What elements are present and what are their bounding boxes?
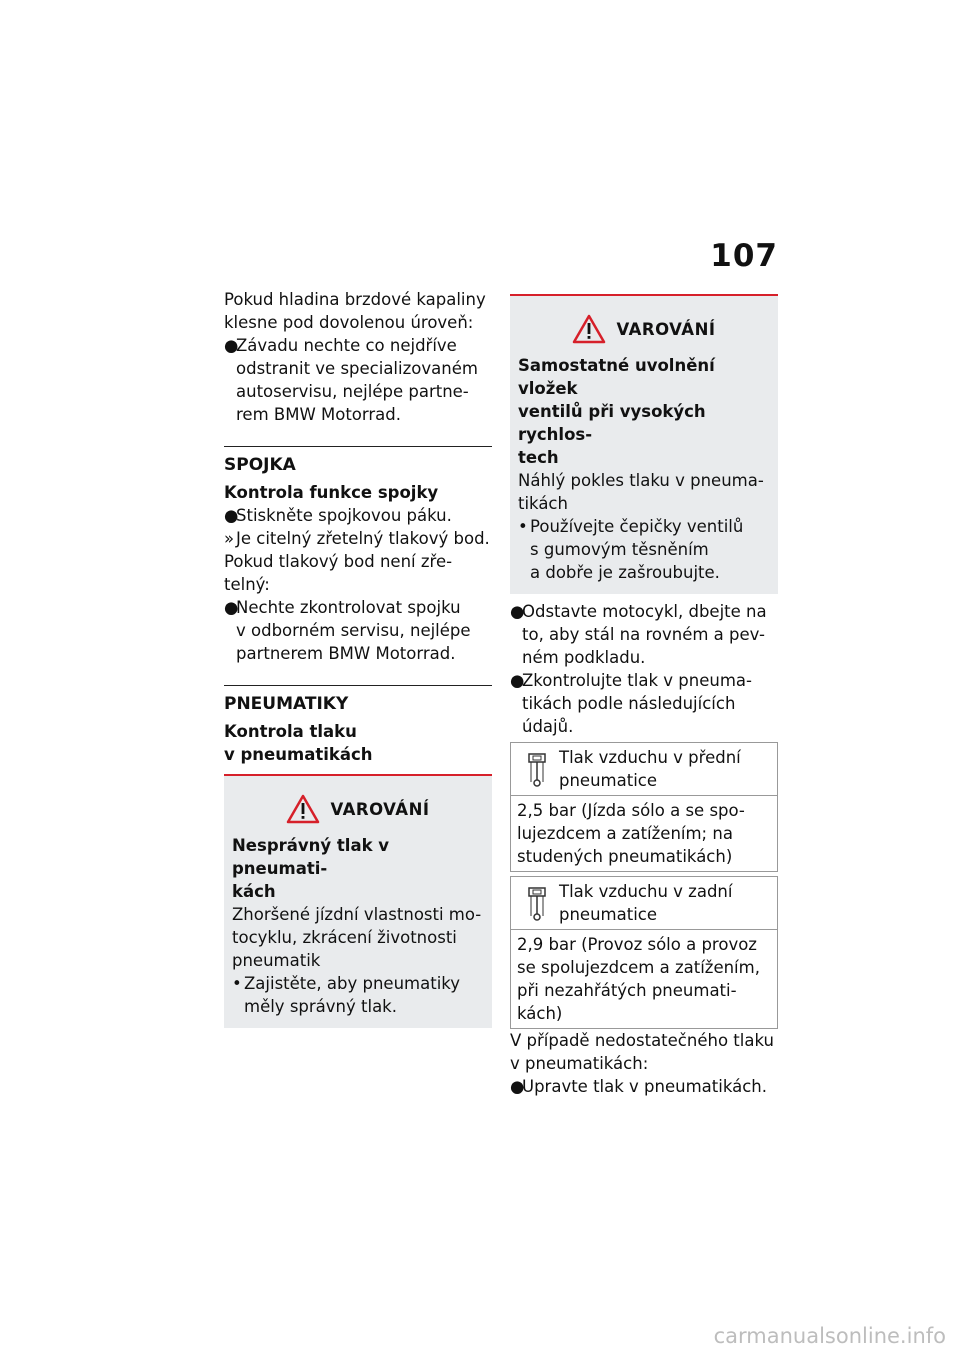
result-item: » Je citelný zřetelný tlakový bod. [224, 529, 490, 548]
section-title: PNEUMATIKY [224, 694, 349, 714]
warning-label: VAROVÁNÍ [616, 319, 716, 339]
section-subtitle: Kontrola tlaku v pneumatikách [224, 722, 373, 764]
condition-text: V případě nedostatečného tlaku v pneumatikách: [510, 1031, 774, 1073]
warning-box [510, 294, 778, 594]
bullet-icon: • [232, 974, 242, 993]
condition-text: Pokud tlakový bod není zře- telný: [224, 552, 453, 594]
warning-heading: Nesprávný tlak v pneumati- kách [232, 836, 390, 901]
section-pneumatiky [224, 685, 492, 766]
bullet-icon: ● [224, 336, 239, 355]
warning-heading: Samostatné uvolnění vložek ventilů při vysokých rychlos- tech [518, 356, 715, 467]
section-spojka [224, 446, 492, 665]
bullet-icon: ● [224, 598, 239, 617]
intro-text: Pokud hladina brzdové kapaliny klesne pod dovolenou úroveň: [224, 290, 486, 332]
list-item: • Zajistěte, aby pneumatiky měly správný tlak. [232, 974, 461, 1016]
warning-triangle-icon [572, 314, 606, 344]
list-item: • Používejte čepičky ventilů s gumovým těsněním a dobře je zašroubujte. [518, 517, 744, 582]
table-value-row: 2,9 bar (Provoz sólo a provoz se spolujezdcem a zatížením, při nezahřátých pneumati- kách) [511, 929, 777, 1028]
table-header-row [511, 877, 777, 929]
bullet-icon: ● [510, 671, 525, 690]
tire-pressure-front-table [510, 742, 778, 872]
table-header-row [511, 743, 777, 795]
list-item: ● Upravte tlak v pneumatikách. [510, 1077, 767, 1096]
list-item: ● Zkontrolujte tlak v pneuma- tikách podle následujících údajů. [510, 671, 752, 736]
bullet-icon: ● [224, 506, 239, 525]
list-item: ● Odstavte motocykl, dbejte na to, aby stál na rovném a pev- ném podkladu. [510, 602, 767, 667]
list-item: ● Nechte zkontrolovat spojku v odborném servisu, nejlépe partnerem BMW Motorrad. [224, 598, 471, 663]
bullet-icon: ● [510, 1077, 525, 1096]
table-label: Tlak vzduchu v zadní pneumatice [559, 882, 733, 924]
tire-pressure-gauge-icon [523, 748, 551, 788]
tire-pressure-rear-table [510, 876, 778, 1029]
tire-pressure-gauge-icon [523, 882, 551, 922]
right-column [510, 294, 778, 1098]
left-column [224, 288, 492, 1028]
table-value-row: 2,5 bar (Jízda sólo a se spo- lujezdcem a zatížením; na studených pneumatikách) [511, 795, 777, 871]
warning-triangle-icon [286, 794, 320, 824]
warning-header [518, 314, 770, 344]
warning-header [232, 794, 484, 824]
section-subtitle: Kontrola funkce spojky [224, 483, 439, 502]
bullet-icon: ● [510, 602, 525, 621]
warning-text: Zhoršené jízdní vlastnosti mo- tocyklu, zkrácení životnosti pneumatik [232, 905, 482, 970]
result-arrow-icon: » [224, 529, 235, 548]
list-item: ● Stiskněte spojkovou páku. [224, 506, 452, 525]
watermark: carmanualsonline.info [713, 1324, 946, 1348]
warning-box [224, 774, 492, 1028]
page-number: 107 [710, 238, 778, 274]
warning-label: VAROVÁNÍ [330, 799, 430, 819]
bullet-icon: • [518, 517, 528, 536]
section-title: SPOJKA [224, 455, 296, 475]
list-item: ● Závadu nechte co nejdříve odstranit ve specializovaném autoservisu, nejlépe partne- rem BMW Motorrad. [224, 336, 478, 424]
table-label: Tlak vzduchu v přední pneumatice [559, 748, 741, 790]
warning-text: Náhlý pokles tlaku v pneuma- tikách [518, 471, 764, 513]
